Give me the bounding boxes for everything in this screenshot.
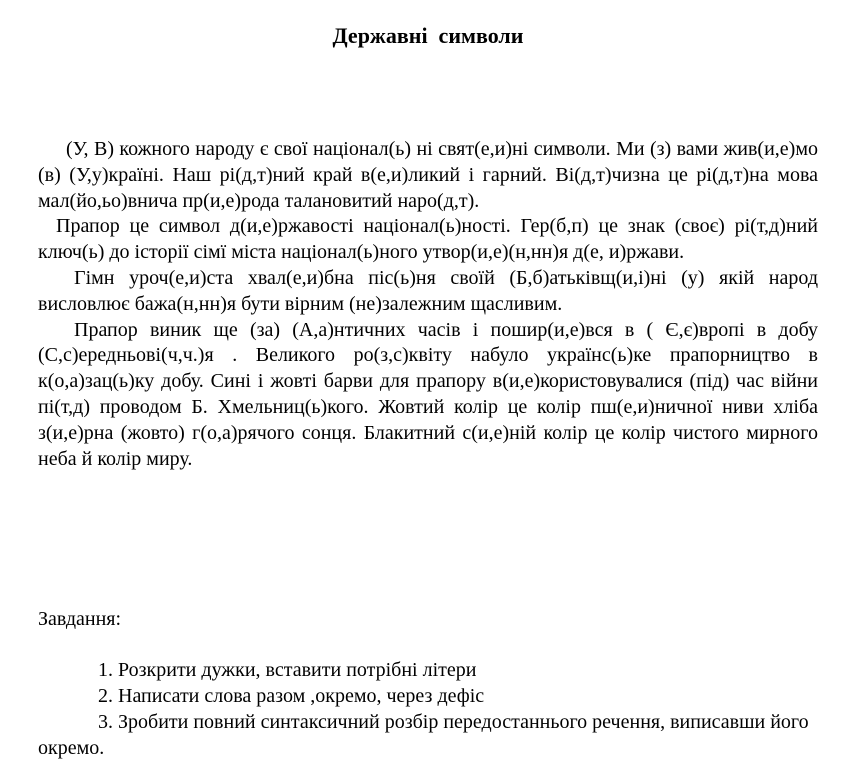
task-item [38, 683, 818, 709]
task-number: 1. [98, 659, 113, 681]
task-item [38, 657, 818, 683]
task-text: Написати слова разом ,окремо, через дефіс [118, 685, 485, 707]
task-list [38, 657, 818, 761]
paragraph-4: Прапор виник ще (за) (А,а)нтичних часів і пошир(и,е)вся в ( Є,є)вропі в добу (С,с)ередньові(ч,ч.)я . Великого ро(з,с)квіту набуло українс(ь)ке прапорництво в к(о,а)зац(ь)ку добу. Сині і жовті барви для прапору в(и,е)користовувалися (під) час війни пі(т,д) проводом Б. Хмельниц(ь)кого. Жовтий колір це колір пш(е,и)ничної ниви хліба з(и,е)рна (жовто) г(о,а)рячого сонця. Блакитний с(и,е)ній колір це колір чистого мирного неба й колір миру. [38, 318, 818, 470]
document-body [38, 137, 818, 472]
paragraph-3: Гімн уроч(е,и)ста хвал(е,и)бна піс(ь)ня своїй (Б,б)атьківщ(и,і)ні (у) якій народ висловлює бажа(н,нн)я бути вірним (не)залежним щасливим. [38, 266, 818, 315]
document-title: Державні символи [332, 23, 524, 48]
task-text: Розкрити дужки, вставити потрібні літери [118, 659, 477, 681]
paragraph-1: (У, В) кожного народу є свої націонал(ь) ні свят(е,и)ні символи. Ми (з) вами жив(и,е)мо (в) (У,у)країні. Наш рі(д,т)ний край в(е,и)ликий і гарний. Ві(д,т)чизна це рі(д,т)на мова мал(йо,ьо)внича пр(и,е)рода талановитий наро(д,т). [38, 138, 818, 212]
task-number: 3. [98, 711, 113, 733]
task-number: 2. [98, 685, 113, 707]
task-text: Зробити повний синтаксичний розбір передостаннього речення, виписавши його окремо. [38, 711, 809, 759]
task-item [38, 709, 818, 761]
task-heading: Завдання: [38, 608, 122, 630]
paragraph-2: Прапор це символ д(и,е)ржавості націонал(ь)ності. Гер(б,п) це знак (своє) рі(т,д)ний ключ(ь) до історії сімї міста націонал(ь)ного утвор(и,е)(н,нн)я д(е, и)ржави. [38, 215, 818, 264]
